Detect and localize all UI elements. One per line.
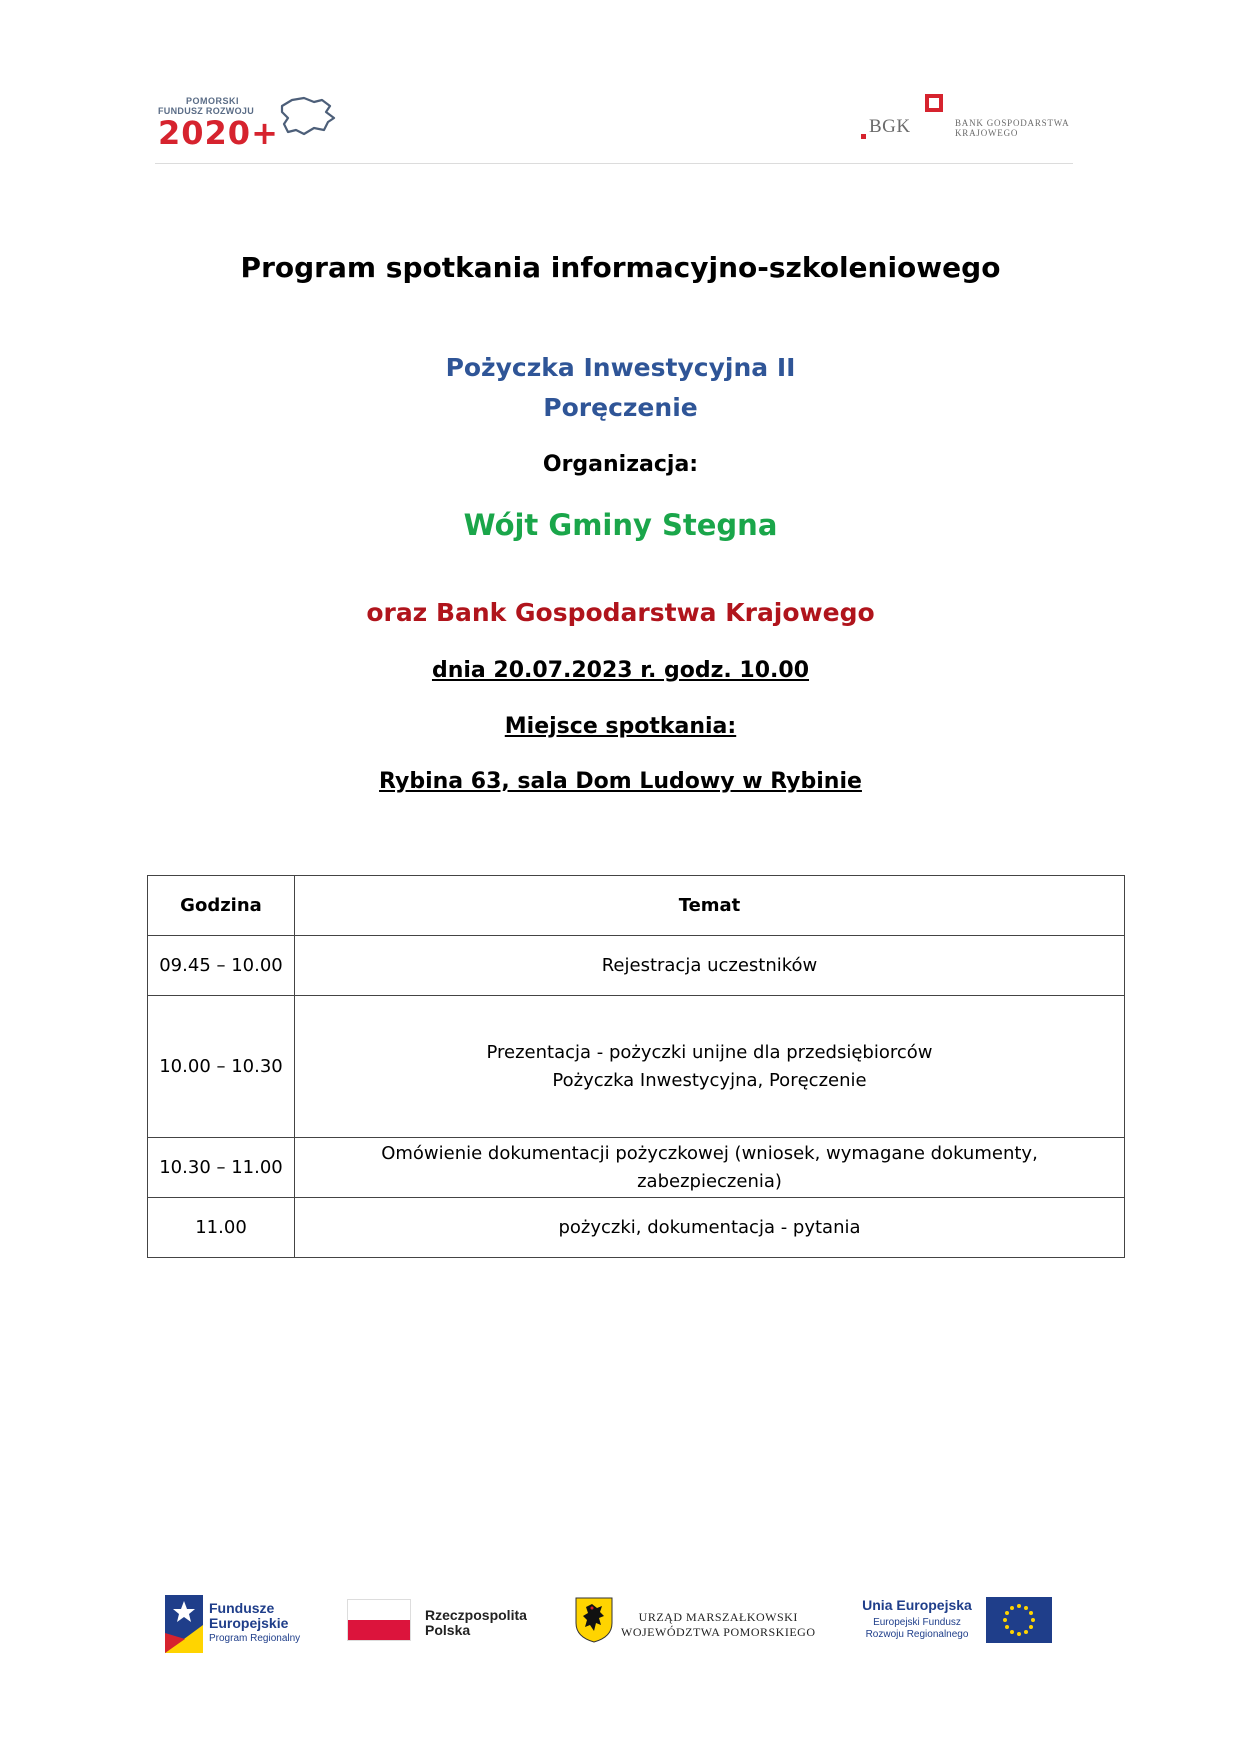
pomorski-fundusz-rozwoju-logo	[158, 92, 348, 152]
product-line-2: Poręczenie	[543, 393, 698, 422]
urzad-marszalkowski-logo	[575, 1597, 835, 1647]
pl-name-line2: Polska	[425, 1622, 471, 1638]
table-row	[148, 1138, 1125, 1198]
um-name-line1: URZĄD MARSZAŁKOWSKI	[638, 1610, 798, 1624]
polish-flag-icon	[347, 1599, 411, 1641]
logo-text-line3: 2020+	[158, 114, 279, 152]
bgk-full-name	[955, 118, 1069, 138]
topic-line: zabezpieczenia)	[637, 1170, 782, 1192]
ue-subtitle-line2: Rozwoju Regionalnego	[865, 1629, 969, 1640]
organization-label: Organizacja:	[542, 452, 699, 477]
bgk-full-line2: KRAJOWEGO	[955, 128, 1019, 138]
header-divider	[155, 163, 1073, 164]
footer-logos	[0, 1585, 1241, 1665]
pl-name-line1: Rzeczpospolita	[425, 1607, 527, 1623]
time-cell: 09.45 – 10.00	[148, 936, 295, 996]
topic-line: Prezentacja - pożyczki unijne dla przedsiębiorców	[486, 1041, 933, 1063]
place-label: Miejsce spotkania:	[504, 714, 737, 739]
table-row	[148, 1198, 1125, 1258]
logo-text-line1: POMORSKI	[186, 96, 240, 106]
logo-text-line2: FUNDUSZ ROZWOJU	[158, 106, 254, 116]
column-header-topic: Temat	[295, 876, 1125, 936]
fe-name-line2: Europejskie	[209, 1615, 289, 1631]
rzeczpospolita-polska-logo	[347, 1599, 547, 1649]
time-cell: 10.00 – 10.30	[148, 996, 295, 1138]
topic-cell	[295, 936, 1125, 996]
unia-europejska-logo	[858, 1595, 1058, 1655]
co-organizer-name: oraz Bank Gospodarstwa Krajowego	[366, 598, 875, 627]
fe-name-line1: Fundusze	[209, 1600, 275, 1616]
topic-cell	[295, 1198, 1125, 1258]
meeting-date: dnia 20.07.2023 r. godz. 10.00	[431, 658, 810, 683]
ue-name: Unia Europejska	[862, 1597, 972, 1613]
table-row	[148, 996, 1125, 1138]
product-line-1: Pożyczka Inwestycyjna II	[445, 353, 796, 382]
topic-line: Pożyczka Inwestycyjna, Poręczenie	[552, 1069, 867, 1091]
column-header-time: Godzina	[148, 876, 295, 936]
um-name	[621, 1610, 816, 1640]
pomerania-map-icon	[278, 94, 338, 140]
fe-subtitle: Program Regionalny	[209, 1633, 301, 1644]
document-title: Program spotkania informacyjno-szkoleniowego	[240, 251, 1001, 284]
ue-subtitle	[858, 1617, 976, 1641]
topic-line: pożyczki, dokumentacja - pytania	[558, 1216, 861, 1238]
bgk-full-line1: BANK GOSPODARSTWA	[955, 118, 1070, 128]
um-name-line2: WOJEWÓDZTWA POMORSKIEGO	[621, 1625, 816, 1639]
organizer-name: Wójt Gminy Stegna	[463, 508, 778, 542]
topic-line: Omówienie dokumentacji pożyczkowej (wniosek, wymagane dokumenty,	[381, 1142, 1038, 1164]
bgk-dot-icon	[861, 134, 866, 139]
table-header-row	[148, 876, 1125, 936]
topic-line: Rejestracja uczestników	[601, 954, 818, 976]
ue-subtitle-line1: Europejski Fundusz	[873, 1617, 961, 1628]
bgk-abbr: BGK	[869, 116, 911, 137]
fe-name	[209, 1601, 288, 1631]
time-cell: 11.00	[148, 1198, 295, 1258]
pl-name	[425, 1608, 527, 1638]
topic-cell	[295, 1138, 1125, 1198]
bgk-square-icon	[925, 94, 943, 112]
eu-flag-icon	[986, 1597, 1052, 1643]
fundusze-europejskie-logo	[165, 1595, 325, 1655]
meeting-place: Rybina 63, sala Dom Ludowy w Rybinie	[379, 769, 862, 794]
bgk-logo	[855, 92, 1075, 142]
topic-cell	[295, 996, 1125, 1138]
pomorskie-griffin-crest-icon	[575, 1597, 613, 1643]
agenda-table	[147, 875, 1125, 1258]
fe-star-icon	[165, 1595, 203, 1653]
time-cell: 10.30 – 11.00	[148, 1138, 295, 1198]
table-row	[148, 936, 1125, 996]
